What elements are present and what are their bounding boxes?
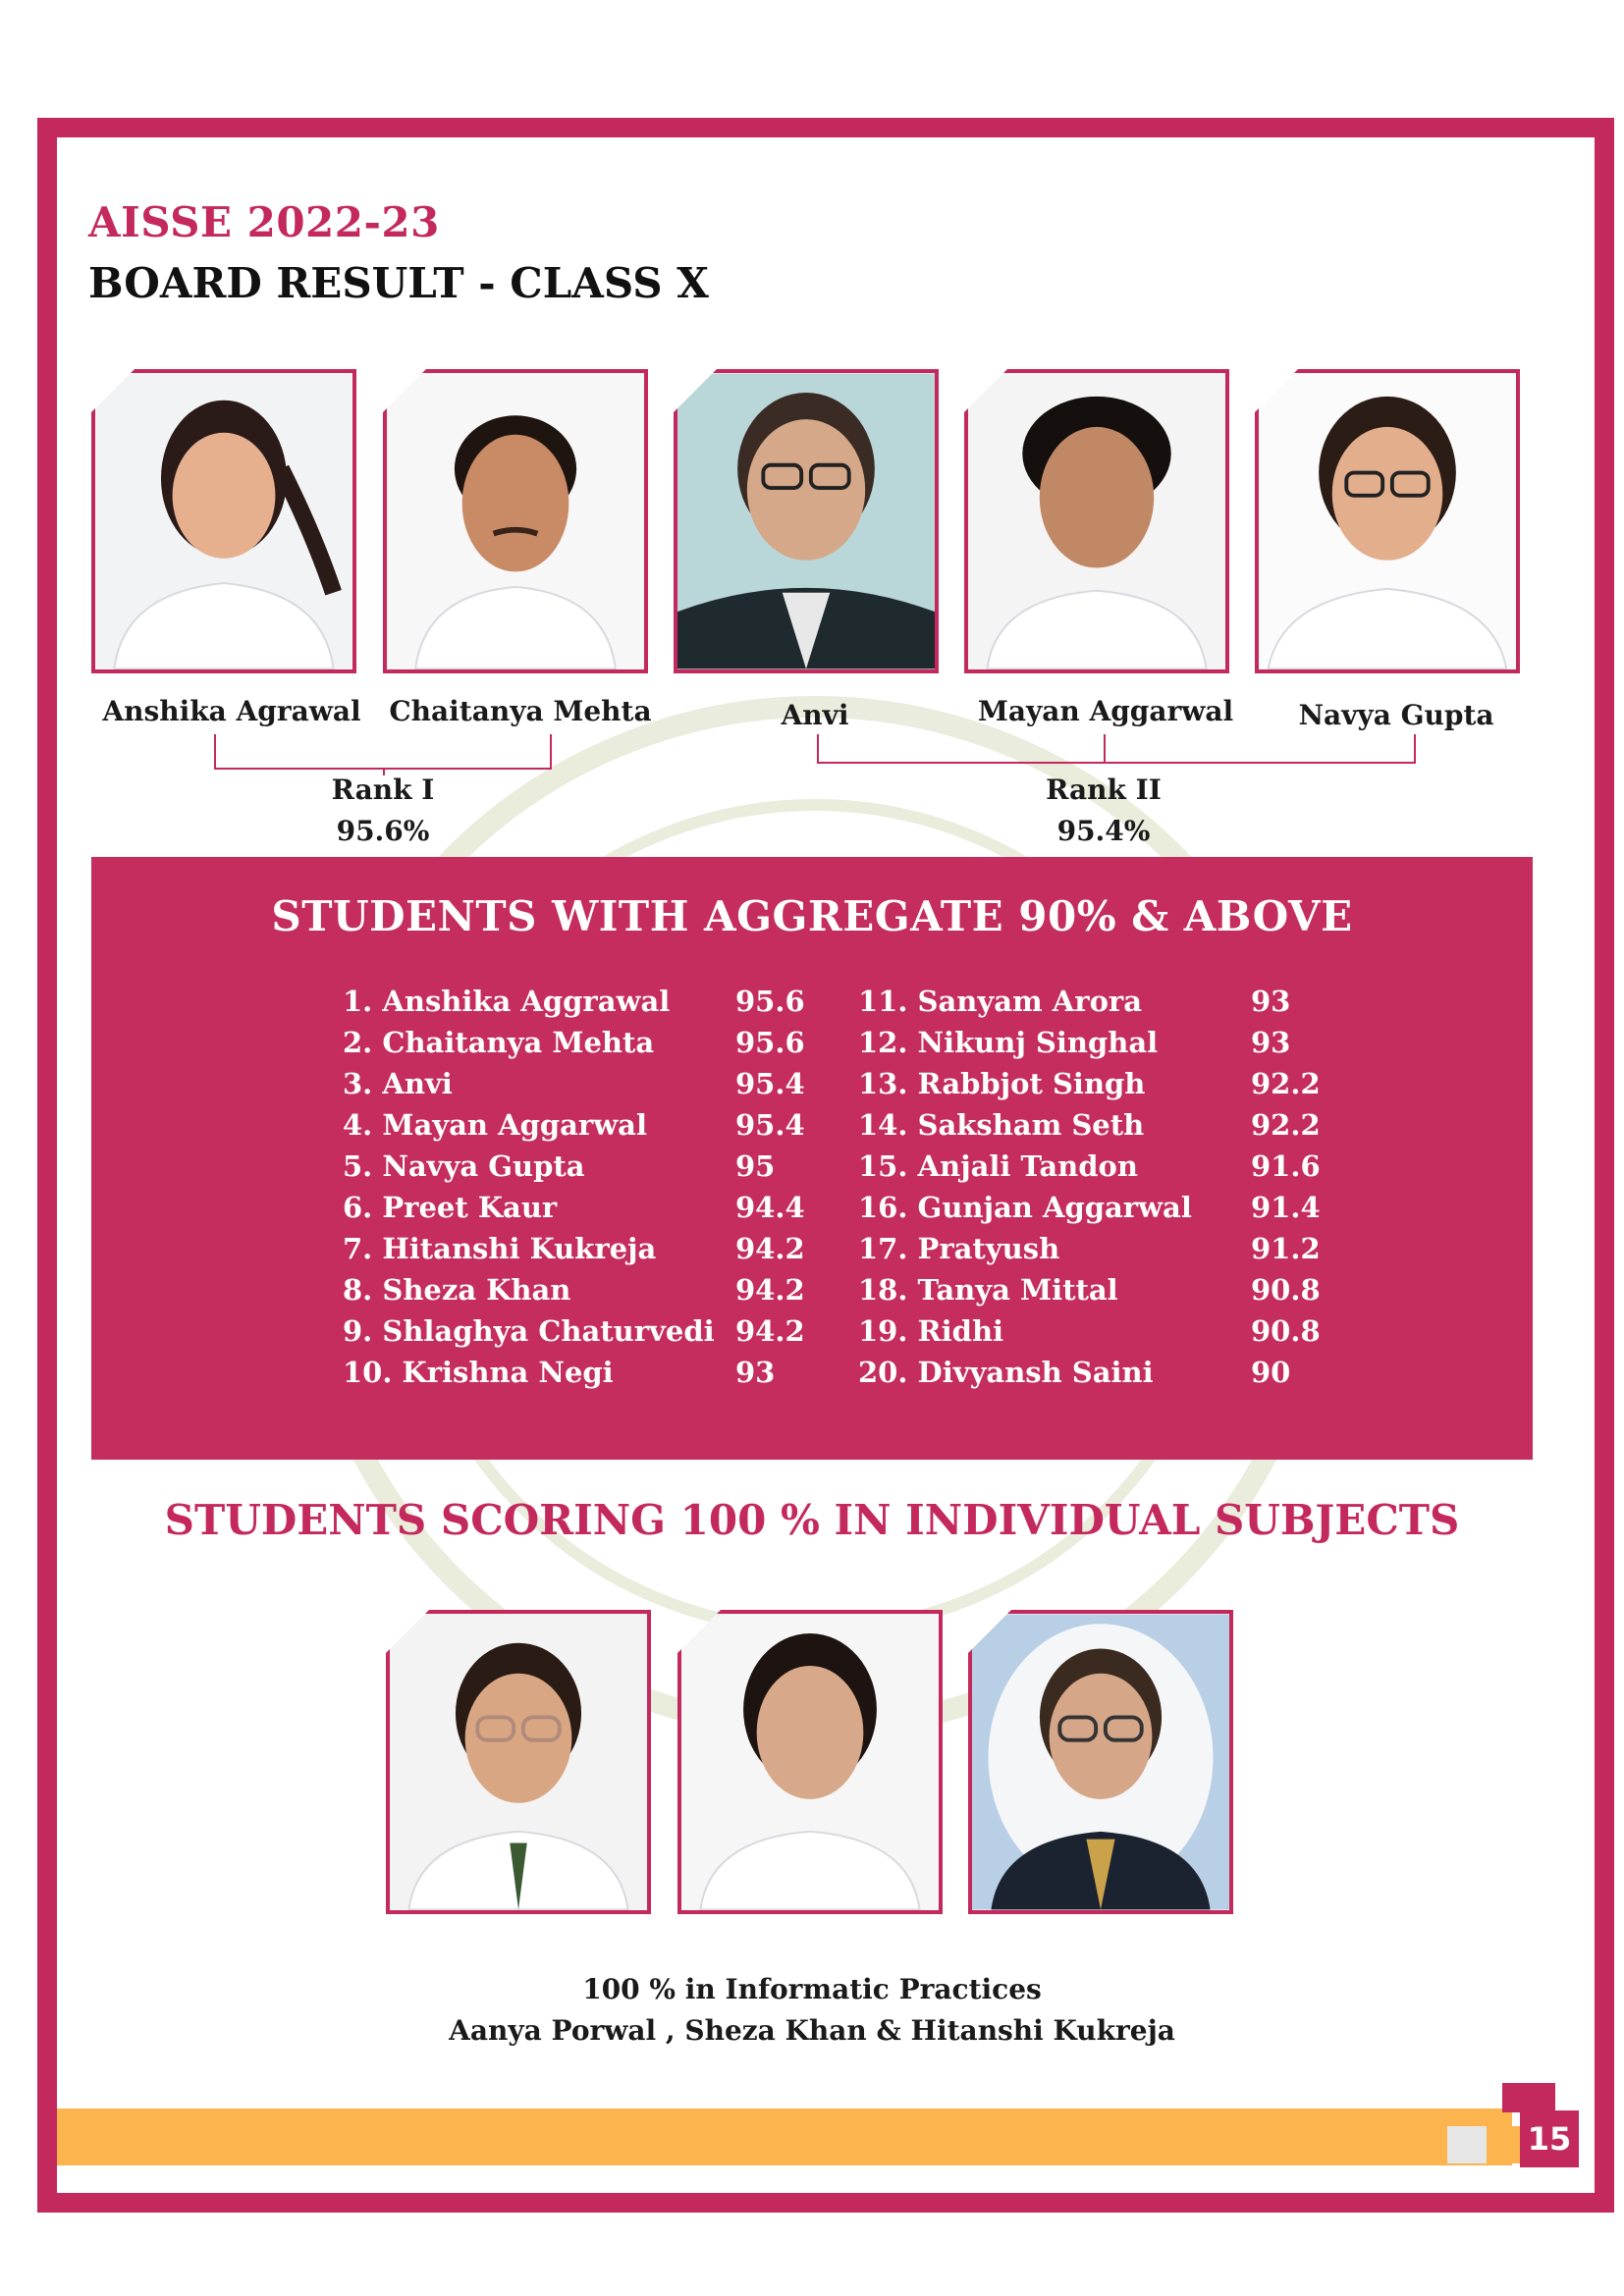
aggregate-student-score: 90.8 xyxy=(1251,1314,1321,1348)
aggregate-student-name: 16. Gunjan Aggarwal xyxy=(858,1191,1192,1224)
aggregate-student-score: 94.2 xyxy=(735,1273,805,1307)
aggregate-student-name: 8. Sheza Khan xyxy=(343,1273,571,1307)
aggregate-student-name: 17. Pratyush xyxy=(858,1232,1060,1265)
aggregate-student-name: 13. Rabbjot Singh xyxy=(858,1067,1146,1100)
aggregate-panel xyxy=(91,857,1533,1460)
aggregate-student-score: 91.2 xyxy=(1251,1232,1321,1265)
aggregate-student-score: 95.6 xyxy=(735,1026,805,1059)
aggregate-student-score: 95.4 xyxy=(735,1108,805,1142)
rank-2-bracket xyxy=(817,734,1416,764)
topper-name-1: Anshika Agrawal xyxy=(102,695,361,727)
aggregate-student-name: 2. Chaitanya Mehta xyxy=(343,1026,655,1059)
footer-accent-block xyxy=(1447,2126,1487,2163)
topper-name-4: Mayan Aggarwal xyxy=(977,695,1234,727)
student-portrait-icon xyxy=(390,1614,647,1910)
subject-caption-line2: Aanya Porwal , Sheza Khan & Hitanshi Kukreja xyxy=(449,2014,1175,2047)
aggregate-student-name: 1. Anshika Aggrawal xyxy=(343,985,671,1018)
aggregate-student-name: 9. Shlaghya Chaturvedi xyxy=(343,1314,715,1348)
aggregate-student-score: 95.6 xyxy=(735,985,805,1018)
aggregate-student-score: 93 xyxy=(1251,1026,1291,1059)
topper-photo-4 xyxy=(964,369,1229,673)
aggregate-student-name: 15. Anjali Tandon xyxy=(858,1149,1138,1183)
aggregate-student-score: 90 xyxy=(1251,1356,1291,1389)
aggregate-student-score: 95 xyxy=(735,1149,776,1183)
student-portrait-icon xyxy=(387,373,644,669)
topper-name-3: Anvi xyxy=(781,699,849,731)
aggregate-student-name: 14. Saksham Seth xyxy=(858,1108,1145,1142)
aggregate-student-score: 91.6 xyxy=(1251,1149,1321,1183)
student-portrait-icon xyxy=(968,373,1225,669)
student-portrait-icon xyxy=(681,1614,939,1910)
subject-photo-1 xyxy=(386,1610,651,1914)
aggregate-title: STUDENTS WITH AGGREGATE 90% & ABOVE xyxy=(271,892,1353,940)
aggregate-student-name: 6. Preet Kaur xyxy=(343,1191,558,1224)
aggregate-student-name: 10. Krishna Negi xyxy=(343,1356,614,1389)
rank-2-label: Rank II xyxy=(1046,774,1162,806)
topper-photo-3 xyxy=(674,369,939,673)
aggregate-student-score: 94.2 xyxy=(735,1314,805,1348)
aggregate-student-score: 94.2 xyxy=(735,1232,805,1265)
board-result-title: BOARD RESULT - CLASS X xyxy=(88,259,709,307)
rank-1-score: 95.6% xyxy=(336,815,430,847)
aggregate-student-name: 5. Navya Gupta xyxy=(343,1149,585,1183)
aggregate-student-name: 20. Divyansh Saini xyxy=(858,1356,1154,1389)
footer-accent-block xyxy=(1502,2083,1555,2112)
topper-name-2: Chaitanya Mehta xyxy=(389,695,652,727)
aggregate-student-name: 11. Sanyam Arora xyxy=(858,985,1142,1018)
topper-name-5: Navya Gupta xyxy=(1298,699,1494,731)
rank-1-bracket xyxy=(214,734,552,770)
rank-2-score: 95.4% xyxy=(1056,815,1151,847)
aggregate-student-score: 95.4 xyxy=(735,1067,805,1100)
exam-year-heading: AISSE 2022-23 xyxy=(88,198,440,246)
aggregate-student-name: 4. Mayan Aggarwal xyxy=(343,1108,647,1142)
topper-photo-5 xyxy=(1255,369,1520,673)
subject-photo-2 xyxy=(677,1610,943,1914)
aggregate-student-score: 91.4 xyxy=(1251,1191,1321,1224)
aggregate-student-score: 94.4 xyxy=(735,1191,805,1224)
aggregate-student-score: 93 xyxy=(1251,985,1291,1018)
rank-2-tick xyxy=(1104,734,1106,764)
subject-caption-line1: 100 % in Informatic Practices xyxy=(582,1973,1042,2005)
aggregate-student-name: 19. Ridhi xyxy=(858,1314,1004,1348)
student-portrait-icon xyxy=(95,373,352,669)
student-portrait-icon xyxy=(972,1614,1229,1910)
aggregate-student-name: 12. Nikunj Singhal xyxy=(858,1026,1159,1059)
topper-photo-1 xyxy=(91,369,356,673)
aggregate-student-name: 3. Anvi xyxy=(343,1067,453,1100)
student-portrait-icon xyxy=(677,373,935,669)
aggregate-student-score: 92.2 xyxy=(1251,1108,1321,1142)
footer-bar xyxy=(57,2109,1512,2165)
topper-photo-2 xyxy=(383,369,648,673)
student-portrait-icon xyxy=(1259,373,1516,669)
aggregate-student-name: 7. Hitanshi Kukreja xyxy=(343,1232,657,1265)
subject-photo-3 xyxy=(968,1610,1233,1914)
aggregate-student-name: 18. Tanya Mittal xyxy=(858,1273,1118,1307)
aggregate-student-score: 90.8 xyxy=(1251,1273,1321,1307)
aggregate-student-score: 93 xyxy=(735,1356,776,1389)
rank-1-label: Rank I xyxy=(331,774,435,806)
aggregate-student-score: 92.2 xyxy=(1251,1067,1321,1100)
page-number: 15 xyxy=(1520,2110,1579,2167)
subjects-title: STUDENTS SCORING 100 % IN INDIVIDUAL SUBJECTS xyxy=(164,1496,1460,1544)
